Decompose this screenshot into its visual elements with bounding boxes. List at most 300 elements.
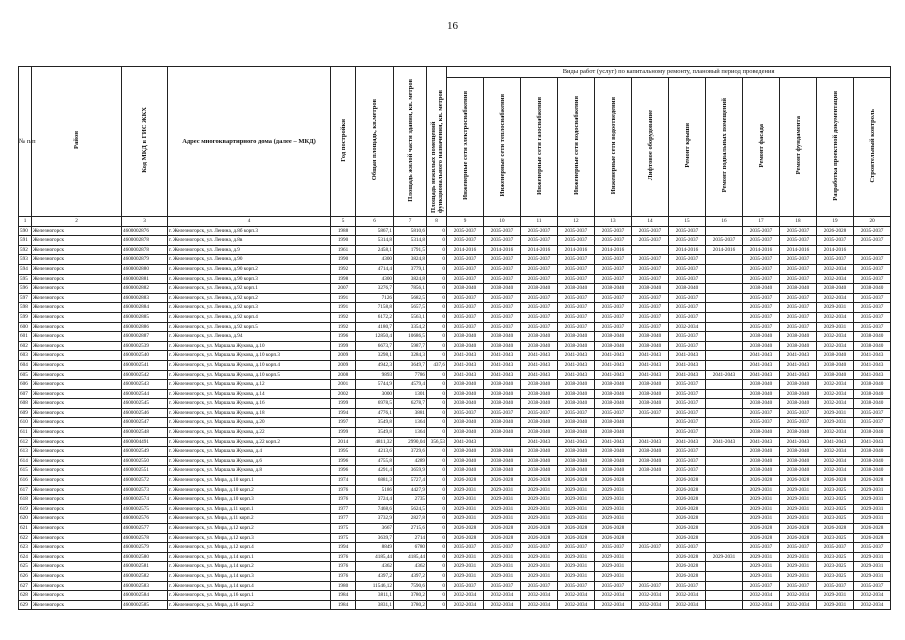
table-cell: 2035-2037 xyxy=(669,274,706,284)
table-cell: г. Железногорск, ул. Мира, д.14 корп.1 xyxy=(168,552,331,562)
table-cell: 2038-2040 xyxy=(780,332,817,342)
table-cell: 2035-2037 xyxy=(632,322,669,332)
table-cell: 2035-2037 xyxy=(669,293,706,303)
table-cell: 2029-2031 xyxy=(817,600,854,610)
table-cell: 2041-2043 xyxy=(558,437,595,447)
table-cell xyxy=(706,341,743,351)
table-cell: 2035-2037 xyxy=(447,312,484,322)
table-cell: 1301 xyxy=(394,389,427,399)
table-cell: 0 xyxy=(427,428,447,438)
table-cell: 4600002540 xyxy=(122,351,168,361)
table-cell: 2035-2037 xyxy=(595,303,632,313)
table-cell: 4600002878 xyxy=(122,245,168,255)
header-work-11: Разработка проектной документации xyxy=(817,78,854,217)
table-cell: 1996 xyxy=(331,466,356,476)
column-number: 3 xyxy=(122,217,168,227)
table-cell: 0 xyxy=(427,380,447,390)
table-cell: 4776,1 xyxy=(356,408,394,418)
column-number: 8 xyxy=(427,217,447,227)
table-cell: 2029-2031 xyxy=(743,514,780,524)
table-cell xyxy=(706,418,743,428)
table-cell: 0 xyxy=(427,236,447,246)
table-cell: 7126 xyxy=(356,293,394,303)
column-number: 20 xyxy=(854,217,891,227)
table-cell: 2029-2031 xyxy=(743,562,780,572)
table-cell: 611 xyxy=(19,428,32,438)
table-row xyxy=(19,274,891,284)
table-cell: 12850,4 xyxy=(356,332,394,342)
table-cell: 2035-2037 xyxy=(780,264,817,274)
table-cell: Железногорск xyxy=(32,236,122,246)
table-cell: 0 xyxy=(427,341,447,351)
table-cell: 4600002876 xyxy=(122,226,168,236)
table-cell: 0 xyxy=(427,312,447,322)
table-cell: 2035-2037 xyxy=(521,293,558,303)
table-cell: 2038-2040 xyxy=(484,399,521,409)
table-cell: 2032-2034 xyxy=(595,600,632,610)
table-cell: 2038-2040 xyxy=(780,399,817,409)
table-cell: 0 xyxy=(427,255,447,265)
table-cell: 2035-2037 xyxy=(669,303,706,313)
table-cell xyxy=(706,591,743,601)
table-cell: 2038-2040 xyxy=(632,399,669,409)
table-cell: 2035-2037 xyxy=(817,236,854,246)
table-cell: 2038-2040 xyxy=(521,284,558,294)
table-cell: 2026-2028 xyxy=(669,524,706,534)
table-cell: 2035-2037 xyxy=(632,312,669,322)
table-cell xyxy=(706,476,743,486)
table-cell: 2035-2037 xyxy=(447,322,484,332)
table-cell: 4600002549 xyxy=(122,447,168,457)
table-cell: 0 xyxy=(427,332,447,342)
table-cell xyxy=(632,552,669,562)
table-cell: 2038-2040 xyxy=(521,399,558,409)
table-cell: 5727,4 xyxy=(394,476,427,486)
capital-repair-table xyxy=(18,66,891,610)
table-cell: 2038-2040 xyxy=(743,399,780,409)
header-work-5: Инженерные сети водоотведения xyxy=(595,78,632,217)
table-cell: 2041-2043 xyxy=(632,370,669,380)
table-cell: 2038-2040 xyxy=(743,447,780,457)
table-cell: 601 xyxy=(19,332,32,342)
table-cell: 4600002582 xyxy=(122,571,168,581)
table-cell: 2035-2037 xyxy=(484,543,521,553)
table-cell: 610 xyxy=(19,418,32,428)
table-cell: 2035-2037 xyxy=(447,226,484,236)
table-cell: 2038-2040 xyxy=(484,380,521,390)
table-cell: 2035-2037 xyxy=(706,236,743,246)
table-cell: 2038-2040 xyxy=(521,380,558,390)
table-cell: 2035-2037 xyxy=(669,264,706,274)
table-cell: 1990 xyxy=(331,255,356,265)
table-cell: 2038-2040 xyxy=(521,466,558,476)
table-cell: 2035-2037 xyxy=(780,418,817,428)
table-cell: 624 xyxy=(19,552,32,562)
table-cell xyxy=(706,312,743,322)
table-cell: 2041-2043 xyxy=(558,370,595,380)
table-cell: 2029-2031 xyxy=(854,514,891,524)
table-cell: г. Железногорск, ул. Ленина, д.92 корп.5 xyxy=(168,322,331,332)
table-cell: 2735 xyxy=(394,495,427,505)
table-cell: 2032-2034 xyxy=(558,591,595,601)
table-cell: 2029-2031 xyxy=(484,514,521,524)
table-cell: 2038-2040 xyxy=(484,284,521,294)
table-cell: 2038-2040 xyxy=(447,284,484,294)
table-cell: 2007 xyxy=(331,284,356,294)
table-cell: 2032-2034 xyxy=(817,293,854,303)
table-cell: 2714 xyxy=(394,533,427,543)
table-cell: 2023-2025 xyxy=(817,562,854,572)
table-cell: 2029-2031 xyxy=(558,514,595,524)
table-cell xyxy=(854,245,891,255)
table-cell: 627 xyxy=(19,581,32,591)
table-cell: 2014-2016 xyxy=(669,245,706,255)
table-cell: 2026-2028 xyxy=(743,524,780,534)
table-cell: 2029-2031 xyxy=(558,562,595,572)
table-cell: 2041-2043 xyxy=(854,370,891,380)
table-cell: 2026-2028 xyxy=(669,571,706,581)
table-cell: 2026-2028 xyxy=(854,476,891,486)
table-cell: 2038-2040 xyxy=(521,447,558,457)
table-cell: 2032-2034 xyxy=(558,600,595,610)
table-cell: 0 xyxy=(427,504,447,514)
table-cell: Железногорск xyxy=(32,562,122,572)
table-cell: 2001 xyxy=(331,380,356,390)
table-cell: 1992 xyxy=(331,312,356,322)
table-cell: 2041-2043 xyxy=(780,370,817,380)
table-cell: 2035-2037 xyxy=(669,380,706,390)
table-cell: 2038-2040 xyxy=(595,380,632,390)
table-row xyxy=(19,456,891,466)
table-cell: 2029-2031 xyxy=(817,322,854,332)
table-cell: 2038-2040 xyxy=(484,332,521,342)
table-cell: 2038-2040 xyxy=(447,332,484,342)
table-cell: 597 xyxy=(19,293,32,303)
table-cell: 2038-2040 xyxy=(558,332,595,342)
table-cell: 2029-2031 xyxy=(595,514,632,524)
table-cell: 4213,6 xyxy=(356,447,394,457)
table-cell: 7786 xyxy=(394,370,427,380)
table-cell: 2035-2037 xyxy=(558,293,595,303)
table-cell: Железногорск xyxy=(32,514,122,524)
table-cell: 2026-2028 xyxy=(669,533,706,543)
table-cell: 2035-2037 xyxy=(521,312,558,322)
table-cell: 7468,6 xyxy=(356,504,394,514)
table-cell: 10686,5 xyxy=(394,332,427,342)
table-cell: 2026-2028 xyxy=(743,476,780,486)
table-cell: 2038-2040 xyxy=(484,456,521,466)
table-cell: 2029-2031 xyxy=(484,552,521,562)
table-cell: 2029-2031 xyxy=(743,485,780,495)
table-cell: 2038-2040 xyxy=(854,428,891,438)
table-cell: 4600002574 xyxy=(122,495,168,505)
table-cell: 0 xyxy=(427,600,447,610)
table-cell: 2038-2040 xyxy=(447,380,484,390)
table-cell: 4362 xyxy=(356,562,394,572)
table-cell: 2032-2034 xyxy=(817,389,854,399)
table-cell: 2026-2028 xyxy=(669,514,706,524)
table-cell: 2026-2028 xyxy=(521,533,558,543)
table-cell: 2038-2040 xyxy=(558,428,595,438)
table-cell: 2035-2037 xyxy=(743,236,780,246)
table-cell: 2029-2031 xyxy=(521,495,558,505)
table-cell: 2023-2025 xyxy=(817,495,854,505)
table-cell: г. Железногорск, ул. Мира, д.12 корп.4 xyxy=(168,543,331,553)
table-cell: 2038-2040 xyxy=(558,447,595,457)
table-cell: 2038-2040 xyxy=(558,284,595,294)
table-cell xyxy=(632,495,669,505)
table-cell: 4300 xyxy=(356,274,394,284)
table-cell: 0 xyxy=(427,245,447,255)
table-cell: Железногорск xyxy=(32,437,122,447)
table-cell: Железногорск xyxy=(32,264,122,274)
table-cell: 2026-2028 xyxy=(669,504,706,514)
table-cell: 2038-2040 xyxy=(632,332,669,342)
table-cell: 0 xyxy=(427,226,447,236)
column-number: 6 xyxy=(356,217,394,227)
table-cell: Железногорск xyxy=(32,303,122,313)
table-cell: 2035-2037 xyxy=(669,447,706,457)
table-cell: 1975 xyxy=(331,533,356,543)
table-cell: 0 xyxy=(427,408,447,418)
table-cell: 2029-2031 xyxy=(817,418,854,428)
table-row xyxy=(19,408,891,418)
table-cell: 2035-2037 xyxy=(484,274,521,284)
table-cell: 2029-2031 xyxy=(558,504,595,514)
table-cell: 2035-2037 xyxy=(521,264,558,274)
table-cell: 2038-2040 xyxy=(743,466,780,476)
table-row xyxy=(19,370,891,380)
table-cell: Железногорск xyxy=(32,533,122,543)
table-cell: г. Железногорск, ул. Маршала Жукова, д.22 xyxy=(168,428,331,438)
table-cell: 2035-2037 xyxy=(780,312,817,322)
table-row xyxy=(19,485,891,495)
table-cell: 2035-2037 xyxy=(743,303,780,313)
table-cell: 2032-2034 xyxy=(447,591,484,601)
table-cell: 3354,2 xyxy=(394,322,427,332)
table-cell: 4600002584 xyxy=(122,591,168,601)
table-cell: 2026-2028 xyxy=(743,533,780,543)
table-cell xyxy=(632,245,669,255)
table-cell: 626 xyxy=(19,571,32,581)
table-cell: 2041-2043 xyxy=(521,437,558,447)
table-cell: 2038-2040 xyxy=(817,284,854,294)
table-cell: 2038-2040 xyxy=(854,380,891,390)
table-cell: 0 xyxy=(427,322,447,332)
table-cell: 2029-2031 xyxy=(817,408,854,418)
table-cell: г. Железногорск, ул. Маршала Жукова, д.18 xyxy=(168,408,331,418)
table-cell: 602 xyxy=(19,341,32,351)
table-cell: 4600002573 xyxy=(122,485,168,495)
table-cell: 2038-2040 xyxy=(595,389,632,399)
table-cell: 8849 xyxy=(356,543,394,553)
table-cell: 1990 xyxy=(331,236,356,246)
table-cell: 2035-2037 xyxy=(669,399,706,409)
table-cell: 3549,8 xyxy=(356,418,394,428)
table-cell: Железногорск xyxy=(32,341,122,351)
table-cell: 2014-2016 xyxy=(595,245,632,255)
table-cell: 0 xyxy=(427,447,447,457)
table-cell: 4579,4 xyxy=(394,380,427,390)
table-cell: 615 xyxy=(19,466,32,476)
table-cell: Железногорск xyxy=(32,399,122,409)
table-cell: Железногорск xyxy=(32,447,122,457)
table-cell xyxy=(632,524,669,534)
table-cell: 2041-2043 xyxy=(706,437,743,447)
table-cell: 2029-2031 xyxy=(521,514,558,524)
table-cell: 2026-2028 xyxy=(669,485,706,495)
table-cell xyxy=(706,600,743,610)
table-cell: 1976 xyxy=(331,495,356,505)
table-cell: 2029-2031 xyxy=(780,504,817,514)
table-cell: 2041-2043 xyxy=(595,437,632,447)
table-cell: 4600002551 xyxy=(122,466,168,476)
column-number: 13 xyxy=(595,217,632,227)
table-cell: 590 xyxy=(19,226,32,236)
table-cell: 4600002543 xyxy=(122,380,168,390)
table-cell: 2035-2037 xyxy=(447,236,484,246)
table-cell: 594 xyxy=(19,264,32,274)
table-cell: 2035-2037 xyxy=(558,236,595,246)
table-cell: 2035-2037 xyxy=(780,274,817,284)
table-cell: 4291,4 xyxy=(356,466,394,476)
table-cell: 2038-2040 xyxy=(558,399,595,409)
header-address: Адрес многоквартирного дома (далее – МКД) xyxy=(168,67,331,217)
table-cell: 2029-2031 xyxy=(521,562,558,572)
table-cell: 4185,44 xyxy=(356,552,394,562)
table-cell: 2038-2040 xyxy=(780,284,817,294)
table-cell: 2041-2043 xyxy=(669,370,706,380)
table-cell: 4289 xyxy=(394,456,427,466)
table-cell xyxy=(706,571,743,581)
table-cell: 2038-2040 xyxy=(854,332,891,342)
table-cell: 1976 xyxy=(331,485,356,495)
table-cell: 608 xyxy=(19,399,32,409)
table-cell: 2035-2037 xyxy=(743,312,780,322)
table-cell: 2035-2037 xyxy=(484,264,521,274)
table-cell: 0 xyxy=(427,495,447,505)
table-cell: 1984 xyxy=(331,591,356,601)
table-cell: 2035-2037 xyxy=(521,322,558,332)
table-cell: 3549,8 xyxy=(356,428,394,438)
table-cell: 3780,2 xyxy=(394,591,427,601)
table-cell: г. Железногорск, ул. Маршала Жукова, д.10 корп.5 xyxy=(168,370,331,380)
table-cell: 1999 xyxy=(331,341,356,351)
table-cell: 2038-2040 xyxy=(521,389,558,399)
table-row xyxy=(19,284,891,294)
table-row xyxy=(19,466,891,476)
table-cell: 2041-2043 xyxy=(743,370,780,380)
table-cell: 2035-2037 xyxy=(484,236,521,246)
table-cell: 1976 xyxy=(331,571,356,581)
table-row xyxy=(19,504,891,514)
table-cell xyxy=(706,322,743,332)
table-cell: 2035-2037 xyxy=(669,543,706,553)
table-cell: Железногорск xyxy=(32,591,122,601)
table-cell: 2038-2040 xyxy=(595,447,632,457)
table-cell: 2038-2040 xyxy=(484,447,521,457)
table-cell: 2041-2043 xyxy=(743,360,780,370)
table-cell: 2029-2031 xyxy=(854,562,891,572)
table-cell: 7590,6 xyxy=(394,581,427,591)
table-cell: 2035-2037 xyxy=(780,408,817,418)
table-cell: 2029-2031 xyxy=(595,495,632,505)
table-cell: 2032-2034 xyxy=(817,332,854,342)
table-cell: 2035-2037 xyxy=(595,312,632,322)
table-cell: 2035-2037 xyxy=(484,322,521,332)
table-cell: 2035-2037 xyxy=(743,408,780,418)
table-header xyxy=(19,67,891,217)
table-cell: 2041-2043 xyxy=(558,351,595,361)
table-cell: 2038-2040 xyxy=(558,380,595,390)
table-cell: 2038-2040 xyxy=(743,332,780,342)
table-cell: 2041-2043 xyxy=(521,360,558,370)
table-cell: 2038-2040 xyxy=(595,418,632,428)
table-cell: 5987,7 xyxy=(394,341,427,351)
table-row xyxy=(19,600,891,610)
table-cell: 4600002545 xyxy=(122,399,168,409)
table-cell: 2026-2028 xyxy=(780,533,817,543)
table-cell: 2035-2037 xyxy=(669,389,706,399)
table-cell: 0 xyxy=(427,562,447,572)
table-cell: 1364 xyxy=(394,418,427,428)
table-cell: г. Железногорск, ул. Мира, д.16 корп.2 xyxy=(168,600,331,610)
table-cell: 2035-2037 xyxy=(558,255,595,265)
table-cell: 3298,1 xyxy=(356,351,394,361)
table-cell: 3639,7 xyxy=(356,533,394,543)
table-cell: 3824,8 xyxy=(394,274,427,284)
table-cell: 2035-2037 xyxy=(521,303,558,313)
table-cell xyxy=(706,495,743,505)
table-cell: 2035-2037 xyxy=(743,418,780,428)
table-cell xyxy=(484,437,521,447)
table-cell: 2014-2016 xyxy=(484,245,521,255)
table-cell: 1994 xyxy=(331,408,356,418)
table-cell: Железногорск xyxy=(32,418,122,428)
table-cell: 0 xyxy=(427,581,447,591)
table-cell: 5624,5 xyxy=(394,504,427,514)
table-cell: 0 xyxy=(427,514,447,524)
table-cell: Железногорск xyxy=(32,351,122,361)
table-cell: 4300 xyxy=(356,255,394,265)
table-cell: 4427,9 xyxy=(394,485,427,495)
table-cell: 2035-2037 xyxy=(854,226,891,236)
table-cell: 2035-2037 xyxy=(595,274,632,284)
table-row xyxy=(19,562,891,572)
table-cell: 4600002580 xyxy=(122,552,168,562)
table-cell: 1988 xyxy=(331,226,356,236)
table-cell: 0 xyxy=(427,591,447,601)
table-cell: 2029-2031 xyxy=(780,552,817,562)
table-cell: Железногорск xyxy=(32,332,122,342)
table-cell: 2032-2034 xyxy=(817,456,854,466)
table-cell: 2014-2016 xyxy=(706,245,743,255)
table-cell: 2035-2037 xyxy=(854,543,891,553)
table-cell: 2032-2034 xyxy=(817,274,854,284)
table-cell: 2035-2037 xyxy=(595,226,632,236)
header-work-1: Инженерные сети электроснабжения xyxy=(447,78,484,217)
table-cell: г. Железногорск, ул. Мира, д.10 корп.3 xyxy=(168,495,331,505)
table-cell: 0 xyxy=(427,399,447,409)
table-cell: 2035-2037 xyxy=(780,303,817,313)
table-cell: 2038-2040 xyxy=(484,466,521,476)
table-cell: 2035-2037 xyxy=(595,236,632,246)
table-cell: 2029-2031 xyxy=(743,552,780,562)
table-cell: 4942,3 xyxy=(356,360,394,370)
table-cell: 2014-2016 xyxy=(447,245,484,255)
table-cell: Железногорск xyxy=(32,485,122,495)
table-cell: 0 xyxy=(427,370,447,380)
